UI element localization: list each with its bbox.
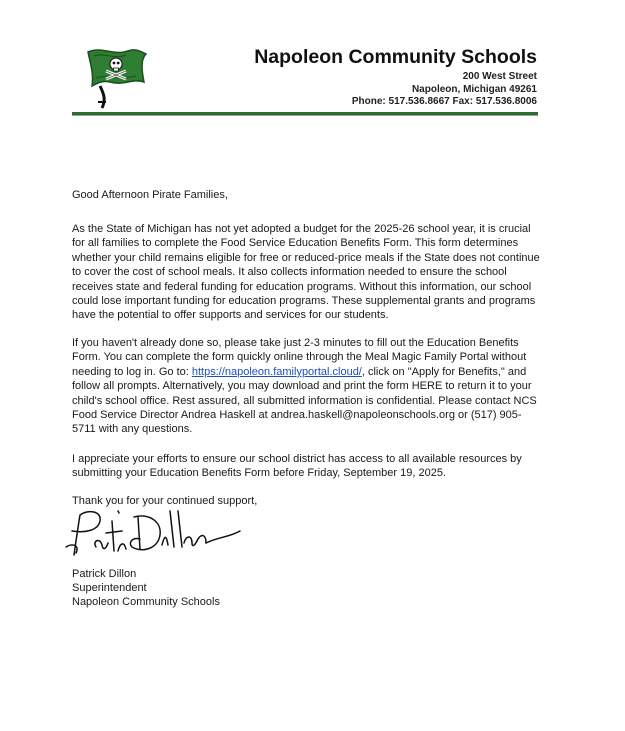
city-state-zip: Napoleon, Michigan 49261 <box>411 84 537 95</box>
signer-organization: Napoleon Community Schools <box>72 596 220 608</box>
signer-title: Superintendent <box>72 582 147 594</box>
paragraph-1: As the State of Michigan has not yet adopted a budget for the 2025-26 school year, it is crucial for all families to complete the Food Service Education Benefits Form. This form determines whether your child remains eligible for free or reduced-price meals if the State does not continue to cover the cost of school meals. It also collects information needed to ensure the school receives state and federal funding for education programs. Without this information, our school could lose important funding for education programs. These supplemental grants and programs have the potential to offer supports and services for our students. <box>72 223 540 322</box>
paragraph-2-rest: , click on "Apply for Benefits," and follow all prompts. Alternatively, you may download and print the form HERE to return it to your child's school office. Rest assured, all submitted information is confidential. Please contact NCS Food Service Director Andrea Haskell at andrea.haskell@napoleonschools.org or (517) 905-5711 with any questions. <box>72 365 537 436</box>
street-address: 200 West Street <box>462 71 537 82</box>
pirate-flag-logo-icon <box>80 42 152 114</box>
greeting: Good Afternoon Pirate Families, <box>72 189 228 201</box>
school-name: Napoleon Community Schools <box>254 46 537 68</box>
paragraph-2-intro: If you haven't already done so, please take just 2-3 minutes to fill out the Education Benefits Form. You can complete the form quickly online through the Meal Magic Family Portal without needing to log in. Go to: <box>72 337 527 378</box>
paragraph-2 <box>72 336 540 437</box>
paragraph-3: I appreciate your efforts to ensure our school district has access to all available resources by submitting your Education Benefits Form before Friday, September 19, 2025. <box>72 453 522 480</box>
closing: Thank you for your continued support, <box>72 495 258 507</box>
header-divider-shadow <box>72 115 538 116</box>
signer-name: Patrick Dillon <box>72 568 137 580</box>
handwritten-signature <box>58 503 248 565</box>
family-portal-link[interactable]: https://napoleon.familyportal.cloud/ <box>191 365 362 378</box>
phone-fax: Phone: 517.536.8667 Fax: 517.536.8006 <box>351 96 537 107</box>
